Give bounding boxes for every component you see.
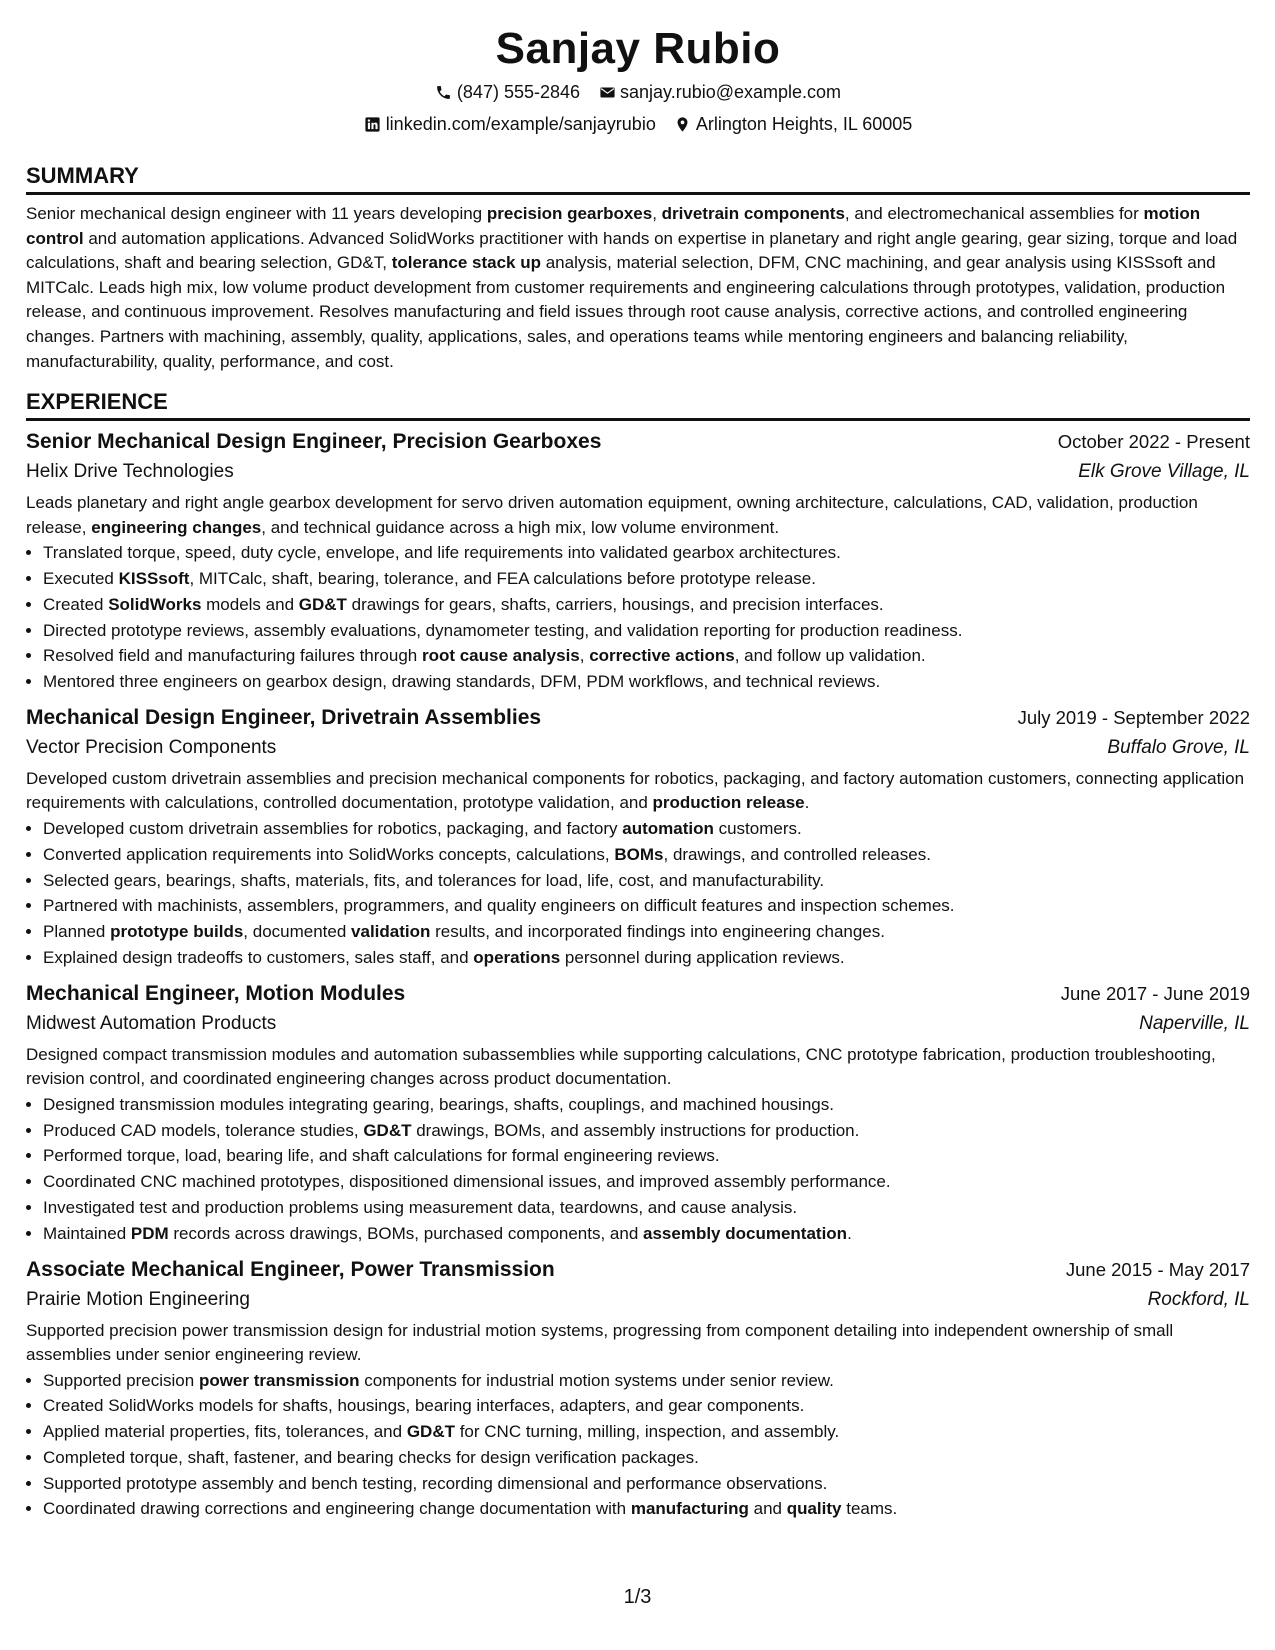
contact-line-1 bbox=[26, 80, 1250, 104]
job-bullet: • Created SolidWorks models for shafts, housings, bearing interfaces, adapters, and gear components. bbox=[43, 1393, 1250, 1419]
job-dates: July 2019 - September 2022 bbox=[1017, 706, 1250, 728]
job-bullet: • Performed torque, load, bearing life, and shaft calculations for formal engineering reviews. bbox=[43, 1143, 1250, 1169]
job-entry bbox=[26, 427, 1250, 695]
job-header-row bbox=[26, 427, 1250, 457]
job-bullet: • Applied material properties, fits, tolerances, and GD&T for CNC turning, milling, inspection, and assembly. bbox=[43, 1419, 1250, 1445]
job-bullet: • Converted application requirements into SolidWorks concepts, calculations, BOMs, drawings, and controlled releases. bbox=[43, 842, 1250, 868]
job-company-row bbox=[26, 1285, 1250, 1315]
summary-text: Senior mechanical design engineer with 11 years developing precision gearboxes, drivetrain components, and electromechanical assemblies for motion control and automation applications. Advanced SolidWorks practitioner with hands on expertise in planetary and right angle gearing, gear sizing, torque and load calculations, shaft and bearing selection, GD&T, tolerance stack up analysis, material selection, DFM, CNC machining, and gear analysis using KISSsoft and MITCalc. Leads high mix, low volume product development from customer requirements and engineering calculations through prototypes, validation, production release, and continuous improvement. Resolves manufacturing and field issues through root cause analysis, corrective actions, and controlled engineering changes. Partners with machining, assembly, quality, applications, sales, and operations teams while mentoring engineers and balancing reliability, manufacturability, quality, performance, and cost. bbox=[26, 204, 1238, 371]
candidate-name: Sanjay Rubio bbox=[495, 24, 781, 73]
job-header-row bbox=[26, 1255, 1250, 1285]
contact-linkedin[interactable] bbox=[364, 112, 656, 136]
linkedin-text: linkedin.com/example/sanjayrubio bbox=[385, 114, 656, 134]
summary-heading: SUMMARY bbox=[26, 162, 1250, 195]
location-text: Arlington Heights, IL 60005 bbox=[695, 114, 913, 134]
resume-page bbox=[26, 0, 1250, 1522]
job-bullet: • Created SolidWorks models and GD&T drawings for gears, shafts, carriers, housings, and precision interfaces. bbox=[43, 592, 1250, 618]
job-bullet: • Designed transmission modules integrating gearing, bearings, shafts, couplings, and machined housings. bbox=[43, 1092, 1250, 1118]
job-company-row bbox=[26, 457, 1250, 487]
job-bullet: • Supported precision power transmission components for industrial motion systems under senior review. bbox=[43, 1368, 1250, 1394]
job-company: Midwest Automation Products bbox=[26, 1012, 277, 1034]
job-bullets bbox=[26, 540, 1250, 695]
job-location: Naperville, IL bbox=[1139, 1012, 1250, 1034]
job-bullet: • Completed torque, shaft, fastener, and bearing checks for design verification packages. bbox=[43, 1445, 1250, 1471]
job-title: Mechanical Engineer, Motion Modules bbox=[26, 981, 406, 1005]
job-header-row bbox=[26, 703, 1250, 733]
job-company: Helix Drive Technologies bbox=[26, 461, 234, 483]
job-company: Prairie Motion Engineering bbox=[26, 1288, 250, 1310]
job-bullet: • Produced CAD models, tolerance studies, GD&T drawings, BOMs, and assembly instructions for production. bbox=[43, 1118, 1250, 1144]
job-bullet: • Maintained PDM records across drawings, BOMs, purchased components, and assembly documentation. bbox=[43, 1221, 1250, 1247]
job-bullet: • Selected gears, bearings, shafts, materials, fits, and tolerances for load, life, cost, and manufacturability. bbox=[43, 868, 1250, 894]
contact-location bbox=[674, 112, 912, 136]
job-entry bbox=[26, 979, 1250, 1247]
job-title: Associate Mechanical Engineer, Power Transmission bbox=[26, 1257, 555, 1281]
job-description: Leads planetary and right angle gearbox development for servo driven automation equipment, owning architecture, calculations, CAD, validation, production release, engineering changes, and technical guidance across a high mix, low volume environment. bbox=[26, 493, 1198, 537]
job-bullet: • Planned prototype builds, documented validation results, and incorporated findings into engineering changes. bbox=[43, 919, 1250, 945]
job-entry bbox=[26, 703, 1250, 971]
job-bullet: • Explained design tradeoffs to customers, sales staff, and operations personnel during application reviews. bbox=[43, 945, 1250, 971]
job-entry bbox=[26, 1255, 1250, 1523]
job-header-row bbox=[26, 979, 1250, 1009]
job-location: Rockford, IL bbox=[1147, 1288, 1250, 1310]
contact-line-2 bbox=[26, 112, 1250, 136]
job-dates: June 2015 - May 2017 bbox=[1065, 1258, 1250, 1280]
job-dates: June 2017 - June 2019 bbox=[1060, 982, 1250, 1004]
job-bullet: • Translated torque, speed, duty cycle, envelope, and life requirements into validated gearbox architectures. bbox=[43, 540, 1250, 566]
map-pin-icon bbox=[674, 115, 692, 133]
experience-heading: EXPERIENCE bbox=[26, 388, 1250, 421]
job-bullet: • Directed prototype reviews, assembly evaluations, dynamometer testing, and validation reporting for production readiness. bbox=[43, 618, 1250, 644]
phone-icon bbox=[435, 83, 453, 101]
contact-email[interactable] bbox=[598, 80, 841, 104]
linkedin-icon bbox=[364, 115, 382, 133]
envelope-icon bbox=[598, 83, 616, 101]
job-bullets bbox=[26, 1368, 1250, 1523]
job-company: Vector Precision Components bbox=[26, 736, 277, 758]
job-description: Supported precision power transmission design for industrial motion systems, progressing from component detailing into independent ownership of small assemblies under senior engineering review. bbox=[26, 1320, 1174, 1364]
job-bullet: • Coordinated CNC machined prototypes, dispositioned dimensional issues, and improved assembly performance. bbox=[43, 1169, 1250, 1195]
email-text: sanjay.rubio@example.com bbox=[620, 82, 842, 102]
job-description: Developed custom drivetrain assemblies and precision mechanical components for robotics, packaging, and factory automation customers, connecting application requirements with calculations, controlled documentation, prototype validation, and production release. bbox=[26, 768, 1245, 813]
job-company-row bbox=[26, 733, 1250, 763]
job-bullet: • Mentored three engineers on gearbox design, drawing standards, DFM, PDM workflows, and technical reviews. bbox=[43, 669, 1250, 695]
contact-phone[interactable] bbox=[435, 80, 580, 104]
job-bullet: • Resolved field and manufacturing failures through root cause analysis, corrective actions, and follow up validation. bbox=[43, 643, 1250, 669]
page-number: 1/3 bbox=[623, 1586, 652, 1608]
job-bullet: • Partnered with machinists, assemblers, programmers, and quality engineers on difficult features and inspection schemes. bbox=[43, 893, 1250, 919]
job-bullet: • Executed KISSsoft, MITCalc, shaft, bearing, tolerance, and FEA calculations before prototype release. bbox=[43, 566, 1250, 592]
job-dates: October 2022 - Present bbox=[1057, 431, 1250, 453]
job-bullets bbox=[26, 816, 1250, 971]
job-location: Buffalo Grove, IL bbox=[1107, 736, 1250, 758]
job-description: Designed compact transmission modules and automation subassemblies while supporting calculations, CNC prototype fabrication, production troubleshooting, revision control, and coordinated engineering changes across product documentation. bbox=[26, 1044, 1216, 1089]
experience-list bbox=[26, 427, 1250, 1522]
job-title: Mechanical Design Engineer, Drivetrain Assemblies bbox=[26, 705, 542, 729]
job-bullet: • Developed custom drivetrain assemblies for robotics, packaging, and factory automation customers. bbox=[43, 816, 1250, 842]
job-bullet: • Investigated test and production problems using measurement data, teardowns, and cause analysis. bbox=[43, 1195, 1250, 1221]
job-bullet: • Supported prototype assembly and bench testing, recording dimensional and performance observations. bbox=[43, 1471, 1250, 1497]
job-company-row bbox=[26, 1009, 1250, 1039]
job-title: Senior Mechanical Design Engineer, Precision Gearboxes bbox=[26, 430, 602, 454]
phone-text: (847) 555-2846 bbox=[456, 82, 581, 102]
job-bullet: • Coordinated drawing corrections and engineering change documentation with manufacturing and quality teams. bbox=[43, 1496, 1250, 1522]
job-location: Elk Grove Village, IL bbox=[1078, 461, 1250, 483]
job-bullets bbox=[26, 1092, 1250, 1247]
